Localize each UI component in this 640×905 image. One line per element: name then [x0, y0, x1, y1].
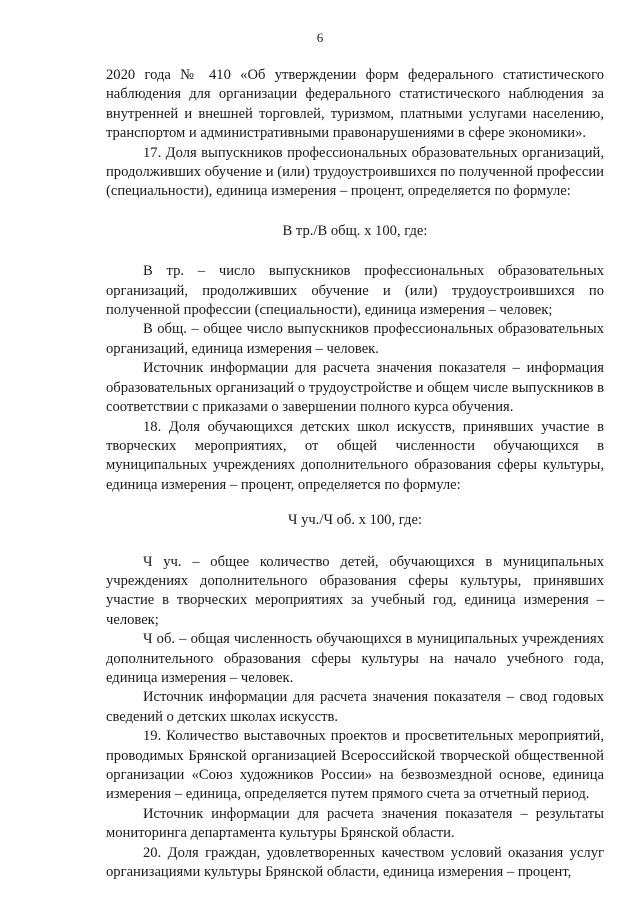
definition-ch-uch: Ч уч. – общее количество детей, обучающихся в муниципальных учреждениях дополнительного образования сферы культуры, принявших участие в творческих мероприятиях за учебный год, единица измерения – человек; — [106, 553, 604, 628]
formula-art-schools: Ч уч./Ч об. х 100, где: — [288, 512, 422, 529]
paragraph-continuation: 2020 года № 410 «Об утверждении форм федерального статистического наблюдения для организации федерального статистического наблюдения за внутренней и внешней торговлей, туризмом, платными услугами населению, транспортом и административными правонарушениями в сфере экономики». — [106, 67, 604, 142]
page-number: 6 — [316, 30, 324, 45]
paragraph-item-20: 20. Доля граждан, удовлетворенных качеством условий оказания услуг организациями культуры Брянской области, единица измерения – процент, — [106, 844, 604, 881]
definition-v-tr: В тр. – число выпускников профессиональных образовательных организаций, продолживших обучение и (или) трудоустроившихся по полученной профессии (специальности), единица измерения – человек; — [106, 263, 604, 319]
source-item-19: Источник информации для расчета значения показателя – результаты мониторинга департамента культуры Брянской области. — [106, 805, 604, 842]
source-item-18: Источник информации для расчета значения показателя – свод годовых сведений о детских школах искусств. — [106, 689, 604, 725]
document-body — [106, 66, 604, 882]
paragraph-item-17: 17. Доля выпускников профессиональных образовательных организаций, продолживших обучение и (или) трудоустроившихся по полученной профессии (специальности), единица измерения – процент, определяется по формуле: — [106, 144, 604, 200]
paragraph-item-18: 18. Доля обучающихся детских школ искусств, принявших участие в творческих мероприятиях, от общей численности обучающихся в муниципальных учреждениях дополнительного образования сферы культуры, единица измерения – процент, определяется по формуле: — [106, 418, 604, 493]
paragraph-item-19: 19. Количество выставочных проектов и просветительных мероприятий, проводимых Брянской организацией Всероссийской творческой общественной организации «Союз художников России» на безвозмездной основе, единица измерения – единица, определяется путем прямого счета за отчетный период. — [106, 728, 604, 803]
definition-v-obshch: В общ. – общее число выпускников профессиональных образовательных организаций, единица измерения – человек. — [106, 321, 604, 357]
definition-ch-ob: Ч об. – общая численность обучающихся в муниципальных учреждениях дополнительного образования сферы культуры на начало учебного года, единица измерения – человек. — [106, 631, 604, 686]
source-item-17: Источник информации для расчета значения показателя – информация образовательных организаций о трудоустройстве и общем числе выпускников в соответствии с приказами о завершении полного курса обучения. — [106, 360, 604, 416]
formula-graduates: В тр./В общ. х 100, где: — [282, 222, 428, 239]
